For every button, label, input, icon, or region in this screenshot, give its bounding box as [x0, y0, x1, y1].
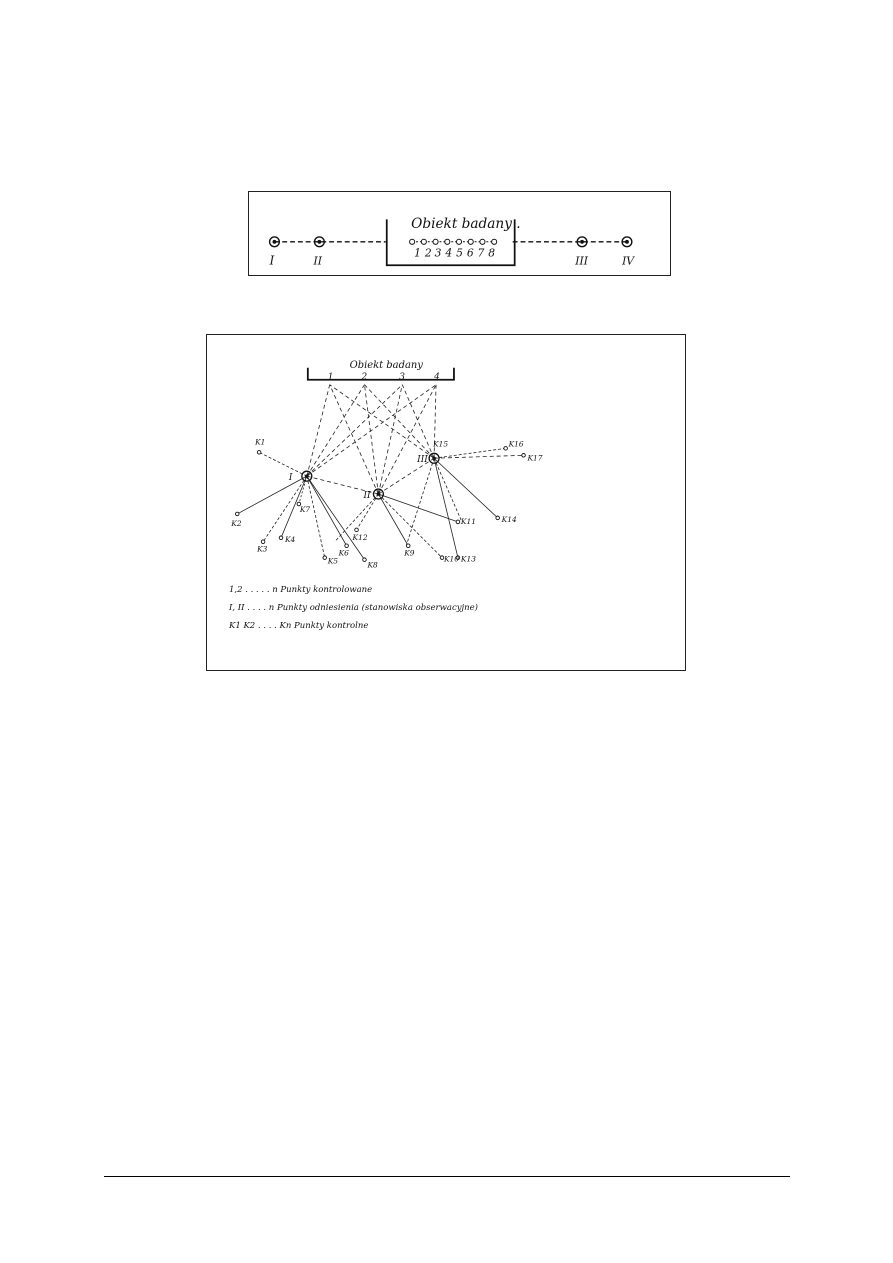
legend-line-controlled: 1,2 . . . . . n Punkty kontrolowane [229, 585, 373, 595]
station-label-II: II [313, 254, 323, 268]
point-label-1: 1 [327, 372, 334, 383]
control-label-K2: K2 [231, 518, 242, 528]
control-label-K15: K15 [433, 439, 449, 449]
object-label: Obiekt badany . [411, 216, 521, 233]
station-label-III: III [575, 254, 588, 268]
point-label-8: 8 [488, 246, 496, 260]
controlled-point-labels [328, 373, 440, 383]
figure-observation-network [206, 334, 686, 671]
figure-linear-layout [248, 191, 671, 276]
sight-lines-controlled [307, 385, 436, 494]
station-label-II: II [363, 491, 371, 502]
point-label-1: 1 [414, 246, 421, 260]
control-label-K11: K11 [460, 516, 476, 526]
control-label-K17: K17 [527, 453, 543, 463]
control-label-K8: K8 [367, 560, 378, 570]
point-label-2: 2 [361, 372, 368, 383]
control-label-K16: K16 [508, 439, 524, 449]
point-label-2: 2 [424, 246, 432, 260]
point-label-3: 3 [399, 372, 405, 383]
controlled-point-labels [414, 246, 495, 259]
observation-network-diagram [207, 335, 685, 670]
legend-line-reference: I, II . . . . n Punkty odniesienia (stanowiska obserwacyjne) [229, 603, 478, 613]
object-label: Obiekt badany [349, 359, 423, 371]
control-label-K7: K7 [299, 504, 311, 514]
control-label-K12: K12 [352, 532, 368, 542]
point-label-5: 5 [456, 246, 463, 260]
control-label-K13: K13 [460, 554, 476, 564]
control-label-K14: K14 [501, 514, 517, 524]
footer-rule [104, 1176, 790, 1177]
point-label-4: 4 [434, 372, 440, 383]
legend-line-control: K1 K2 . . . . Kn Punkty kontrolne [229, 621, 369, 631]
station-label-III: III [417, 455, 428, 466]
station-label-I: I [269, 253, 275, 268]
point-label-7: 7 [477, 246, 485, 260]
point-label-4: 4 [445, 246, 453, 260]
station-label-IV: IV [622, 254, 635, 268]
control-label-K4: K4 [284, 534, 296, 544]
control-label-K9: K9 [404, 548, 415, 558]
control-label-K5: K5 [327, 556, 339, 566]
control-label-K10: K10 [444, 554, 460, 564]
control-points [235, 447, 525, 562]
point-label-6: 6 [466, 246, 474, 260]
control-label-K6: K6 [338, 548, 349, 558]
station-label-I: I [288, 473, 293, 484]
control-label-K3: K3 [257, 544, 268, 554]
point-label-3: 3 [434, 246, 442, 260]
sight-lines-control [237, 448, 523, 559]
control-label-K1: K1 [255, 437, 266, 447]
controlled-points [410, 239, 497, 244]
linear-layout-diagram [249, 192, 670, 275]
